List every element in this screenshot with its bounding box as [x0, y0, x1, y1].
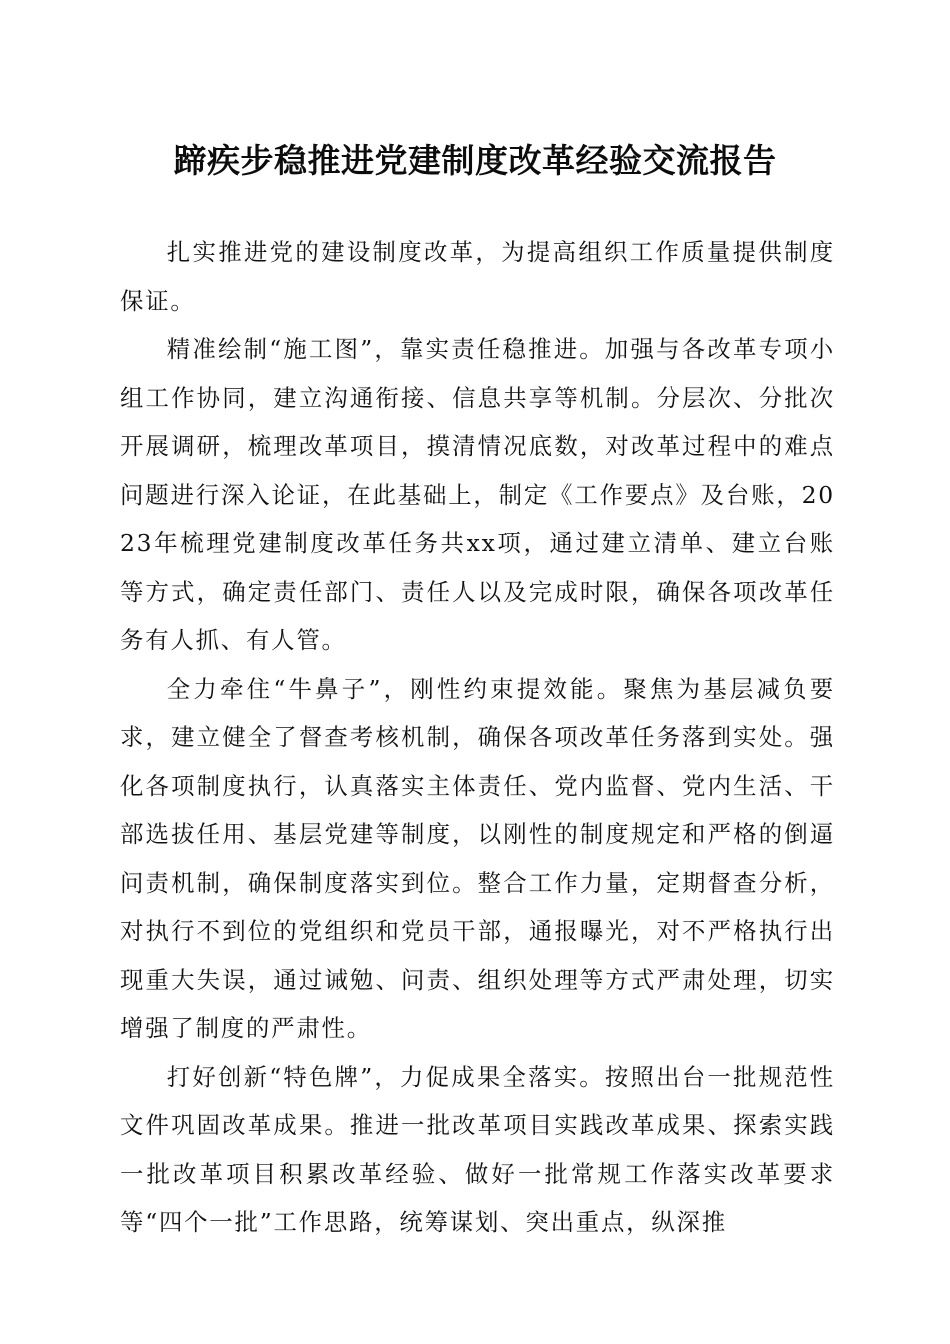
paragraph-rigid-constraint: 全力牵住“牛鼻子”，刚性约束提效能。聚焦为基层减负要求，建立健全了督查考核机制，确保各项改革任务落到实处。强化各项制度执行，认真落实主体责任、党内监督、党内生活、干部选拔任用、基层党建等制度，以刚性的制度规定和严格的倒逼问责机制，确保制度落实到位。整合工作力量，定期督查分析，对执行不到位的党组织和党员干部，通报曝光，对不严格执行出现重大失误，通过诫勉、问责、组织处理等方式严肃处理，切实增强了制度的严肃性。	[120, 674, 835, 1042]
paragraph-construction-plan: 精准绘制“施工图”，靠实责任稳推进。加强与各改革专项小组工作协同，建立沟通衔接、信息共享等机制。分层次、分批次开展调研，梳理改革项目，摸清情况底数，对改革过程中的难点问题进行深入论证，在此基础上，制定《工作要点》及台账，2023年梳理党建制度改革任务共xx项，通过建立清单、建立台账等方式，确定责任部门、责任人以及完成时限，确保各项改革任务有人抓、有人管。	[120, 335, 835, 654]
document-title: 蹄疾步稳推进党建制度改革经验交流报告	[173, 141, 777, 180]
paragraph-intro: 扎实推进党的建设制度改革，为提高组织工作质量提供制度保证。	[120, 238, 835, 315]
paragraph-innovation: 打好创新“特色牌”，力促成果全落实。按照出台一批规范性文件巩固改革成果。推进一批改革项目实践改革成果、探索实践一批改革项目积累改革经验、做好一批常规工作落实改革要求等“四个一批”工作思路，统筹谋划、突出重点，纵深推	[120, 1062, 835, 1236]
document-body	[120, 228, 835, 1247]
